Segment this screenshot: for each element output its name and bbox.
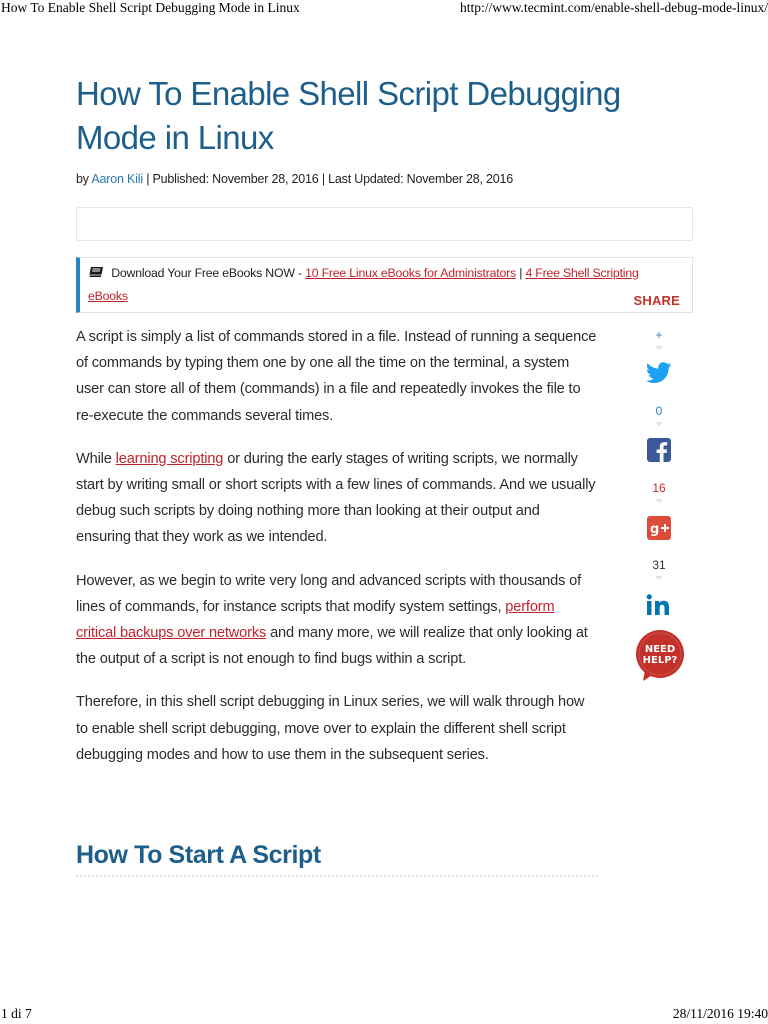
paragraph-text: However, as we begin to write very long and advanced scripts with thousands of lines of commands, for instance scripts that modify system settings, [76,572,582,615]
googleplus-count: 31 [652,558,666,572]
need-help-line2: HELP? [642,655,678,666]
author-link[interactable]: Aaron Kili [91,172,143,186]
ebook-link-shell-scripting-cont[interactable]: eBooks [88,289,128,303]
paragraph-learning [76,446,598,551]
share-divider [655,576,663,580]
share-label: SHARE [633,293,680,308]
googleplus-count-box [633,558,685,580]
ebook-separator: | [519,266,523,280]
share-divider [655,499,663,503]
ebook-banner-line1 [88,266,639,280]
facebook-count-box [633,481,685,503]
print-page-number: 1 di 7 [1,1006,32,1021]
print-datetime: 28/11/2016 19:40 [672,1006,768,1021]
share-plus[interactable]: + [655,328,663,342]
ad-placeholder [76,207,693,241]
twitter-count-box [633,404,685,426]
paragraph-text: While [76,450,112,467]
print-footer [0,1004,768,1024]
ebook-banner-line2 [88,289,128,303]
share-divider [655,422,663,426]
section-heading: How To Start A Script [76,838,598,877]
book-icon [88,266,104,278]
paragraph-series: Therefore, in this shell script debugging in Linux series, we will walk through how to enable shell script debugging, move over to explain the different shell script debugging modes and how to use them in the subsequent series. [76,694,585,763]
ebook-banner [76,257,693,313]
learning-scripting-link[interactable]: learning scripting [115,450,224,467]
ebook-link-shell-scripting[interactable]: 4 Free Shell Scripting [525,266,639,280]
googleplus-icon[interactable] [647,516,671,540]
svg-text:g: g [650,522,660,537]
ebook-banner-lead: Download Your Free eBooks NOW - [111,266,302,280]
paragraph-text: and many more, we will realize that only looking at the output of a script is not enough to find bugs within a script. [76,625,588,668]
print-header-title: How To Enable Shell Script Debugging Mode in Linux [1,0,300,15]
linkedin-icon[interactable] [646,594,672,616]
googleplus-share-button[interactable] [633,516,685,545]
paragraph-text: or during the early stages of writing scripts, we normally start by writing small or short scripts with a few lines of commands. And we usually debug such scripts by doing nothing more than looking at their output and ensuring that they work as we intended. [76,450,596,546]
need-help-button[interactable] [633,630,685,689]
linkedin-share-button[interactable] [633,594,685,621]
facebook-count: 16 [652,481,666,495]
article-title: How To Enable Shell Script Debugging Mode in Linux [76,75,621,156]
twitter-icon[interactable] [646,362,672,384]
byline [76,172,513,186]
share-divider [655,346,663,350]
twitter-count: 0 [655,404,663,418]
need-help-icon[interactable] [633,630,687,684]
paragraph-intro: A script is simply a list of commands stored in a file. Instead of running a sequence of commands by typing them one by one all the time on the terminal, a system user can store all of them (commands) in a file and repeatedly invokes the file to re-execute the commands several times. [76,329,597,424]
facebook-icon[interactable] [647,438,671,462]
ebook-link-linux-admin[interactable]: 10 Free Linux eBooks for Administrators [305,266,516,280]
facebook-share-button[interactable] [633,438,685,467]
critical-backups-link[interactable]: perform critical backups over networks [76,598,555,642]
article-body [76,324,598,785]
print-header-url: http://www.tecmint.com/enable-shell-debug-mode-linux/ [459,0,768,15]
byline-prefix: by [76,172,89,186]
twitter-share-button[interactable] [633,362,685,389]
byline-dates: | Published: November 28, 2016 | Last Updated: November 28, 2016 [146,172,514,186]
print-header [0,0,768,18]
share-more[interactable] [633,328,685,350]
paragraph-advanced [76,568,598,673]
need-help-line1: NEED [644,644,676,655]
